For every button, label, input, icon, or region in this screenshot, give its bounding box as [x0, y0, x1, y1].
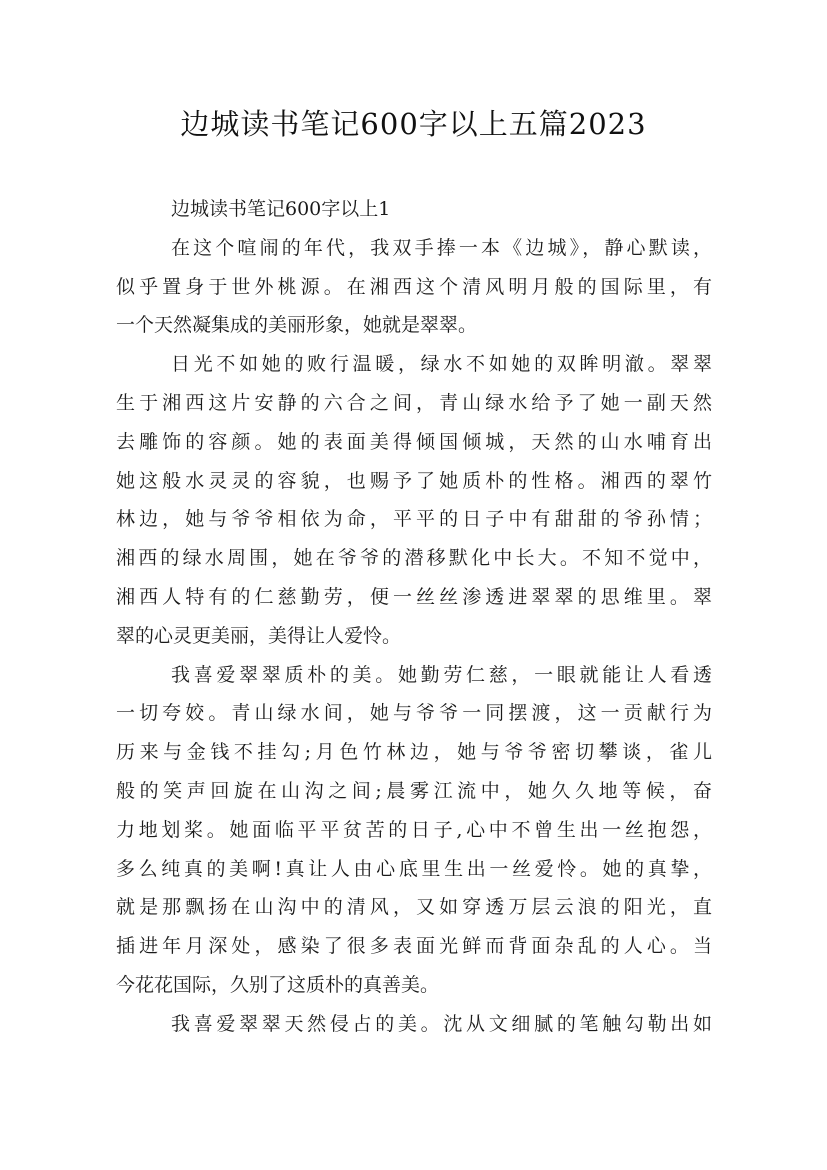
paragraph	[116, 345, 712, 655]
paragraph	[116, 229, 712, 345]
paragraph-line: 一切夸姣。青山绿水间，她与爷爷一同摆渡，这一贡献行为	[116, 702, 712, 725]
paragraph-line: 翠的心灵更美丽，美得让人爱怜。	[116, 624, 402, 647]
paragraph-line: 我喜爱翠翠天然侵占的美。沈从文细腻的笔触勾勒出如	[171, 1012, 712, 1035]
paragraph-line: 林边，她与爷爷相依为命，平平的日子中有甜甜的爷孙情；	[116, 508, 712, 531]
paragraph	[116, 656, 712, 1005]
paragraph-line: 历来与金钱不挂勾;月色竹林边，她与爷爷密切攀谈，雀儿	[116, 741, 712, 764]
paragraph-line: 她这般水灵灵的容貌，也赐予了她质朴的性格。湘西的翠竹	[116, 469, 712, 492]
paragraph-line: 去雕饰的容颜。她的表面美得倾国倾城，天然的山水哺育出	[116, 430, 712, 453]
document-title: 边城读书笔记600字以上五篇2023	[180, 107, 647, 141]
paragraph-line: 今花花国际，久别了这质朴的真善美。	[116, 973, 440, 996]
paragraph-line: 力地划桨。她面临平平贫苦的日子,心中不曾生出一丝抱怨，	[116, 818, 712, 841]
paragraph-line: 我喜爱翠翠质朴的美。她勤劳仁慈，一眼就能让人看透	[171, 663, 712, 686]
paragraph-line: 插进年月深处，感染了很多表面光鲜而背面杂乱的人心。当	[116, 935, 712, 958]
paragraph-line: 日光不如她的败行温暖，绿水不如她的双眸明澈。翠翠	[171, 353, 712, 376]
section-subheading: 边城读书笔记600字以上1	[171, 198, 391, 220]
paragraph-line: 多么纯真的美啊!真让人由心底里生出一丝爱怜。她的真挚，	[116, 857, 712, 880]
paragraph-line: 生于湘西这片安静的六合之间，青山绿水给予了她一副天然	[116, 391, 712, 414]
paragraph-line: 湘西的绿水周围，她在爷爷的潜移默化中长大。不知不觉中，	[116, 547, 712, 570]
paragraph-line: 湘西人特有的仁慈勤劳，便一丝丝渗透进翠翠的思维里。翠	[116, 585, 712, 608]
paragraph-line: 就是那飘扬在山沟中的清风，又如穿透万层云浪的阳光，直	[116, 896, 712, 919]
paragraph-line: 一个天然凝集成的美丽形象，她就是翠翠。	[116, 314, 478, 337]
paragraph-line: 似乎置身于世外桃源。在湘西这个清风明月般的国际里，有	[116, 275, 712, 298]
paragraph-line: 般的笑声回旋在山沟之间;晨雾江流中，她久久地等候，奋	[116, 779, 712, 802]
document-body	[116, 190, 712, 1044]
paragraph	[116, 1005, 712, 1044]
paragraph-line: 在这个喧闹的年代，我双手捧一本《边城》，静心默读，	[171, 236, 712, 259]
